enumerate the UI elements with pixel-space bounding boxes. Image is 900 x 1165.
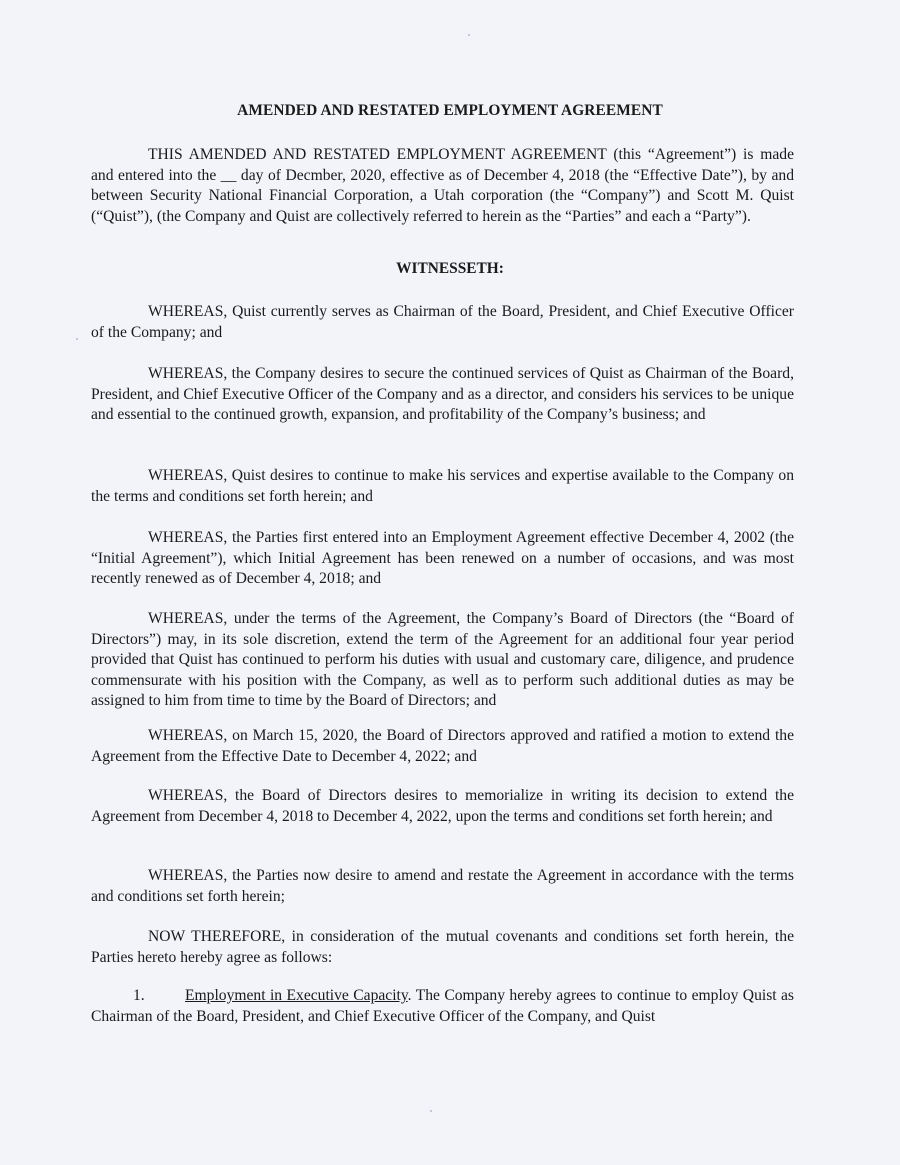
whereas-paragraph: WHEREAS, the Company desires to secure the continued services of Quist as Chairman of the Board, President, and Chief Executive Officer of the Company and as a director, and considers his services to be unique and essential to the continued growth, expansion, and profitability of the Company’s business; and [91, 365, 794, 424]
section-1-paragraph [91, 986, 794, 1027]
whereas-paragraph: WHEREAS, under the terms of the Agreement, the Company’s Board of Directors (the “Board of Directors”) may, in its sole discretion, extend the term of the Agreement for an additional four year period provided that Quist has continued to perform his duties with usual and customary care, diligence, and prudence commensurate with his position with the Company, as well as to perform such additional duties as may be assigned to him from time to time by the Board of Directors; and [91, 610, 794, 710]
scan-speck [430, 1110, 432, 1112]
witnesseth-heading: WITNESSETH: [396, 260, 504, 277]
scan-speck [468, 34, 470, 36]
whereas-paragraph: WHEREAS, the Board of Directors desires to memorialize in writing its decision to extend the Agreement from December 4, 2018 to December 4, 2022, upon the terms and conditions set forth herein; and [91, 787, 794, 825]
whereas-paragraph: WHEREAS, on March 15, 2020, the Board of Directors approved and ratified a motion to extend the Agreement from the Effective Date to December 4, 2022; and [91, 727, 794, 765]
whereas-paragraph: WHEREAS, the Parties first entered into an Employment Agreement effective December 4, 2002 (the “Initial Agreement”), which Initial Agreement has been renewed on a number of occasions, and was most recently renewed as of December 4, 2018; and [91, 529, 794, 588]
scan-speck [76, 338, 78, 340]
now-therefore-paragraph: NOW THEREFORE, in consideration of the mutual covenants and conditions set forth herein, the Parties hereto hereby agree as follows: [91, 928, 794, 966]
preamble-paragraph: THIS AMENDED AND RESTATED EMPLOYMENT AGREEMENT (this “Agreement”) is made and entered into the __ day of Decmber, 2020, effective as of December 4, 2018 (the “Effective Date”), by and between Security National Financial Corporation, a Utah corporation (the “Company”) and Scott M. Quist (“Quist”), (the Company and Quist are collectively referred to herein as the “Parties” and each a “Party”). [91, 146, 794, 225]
whereas-paragraph: WHEREAS, Quist desires to continue to make his services and expertise available to the Company on the terms and conditions set forth herein; and [91, 467, 794, 505]
whereas-paragraph: WHEREAS, Quist currently serves as Chairman of the Board, President, and Chief Executive Officer of the Company; and [91, 303, 794, 341]
document-title: AMENDED AND RESTATED EMPLOYMENT AGREEMENT [237, 102, 663, 119]
section-1-number: 1. [133, 987, 145, 1004]
whereas-paragraph: WHEREAS, the Parties now desire to amend and restate the Agreement in accordance with the terms and conditions set forth herein; [91, 867, 794, 905]
section-1-heading: Employment in Executive Capacity [185, 987, 408, 1004]
section-1-text: . The Company hereby agrees to continue to employ Quist as Chairman of the Board, President, and Chief Executive Officer of the Company, and Quist [91, 987, 794, 1025]
